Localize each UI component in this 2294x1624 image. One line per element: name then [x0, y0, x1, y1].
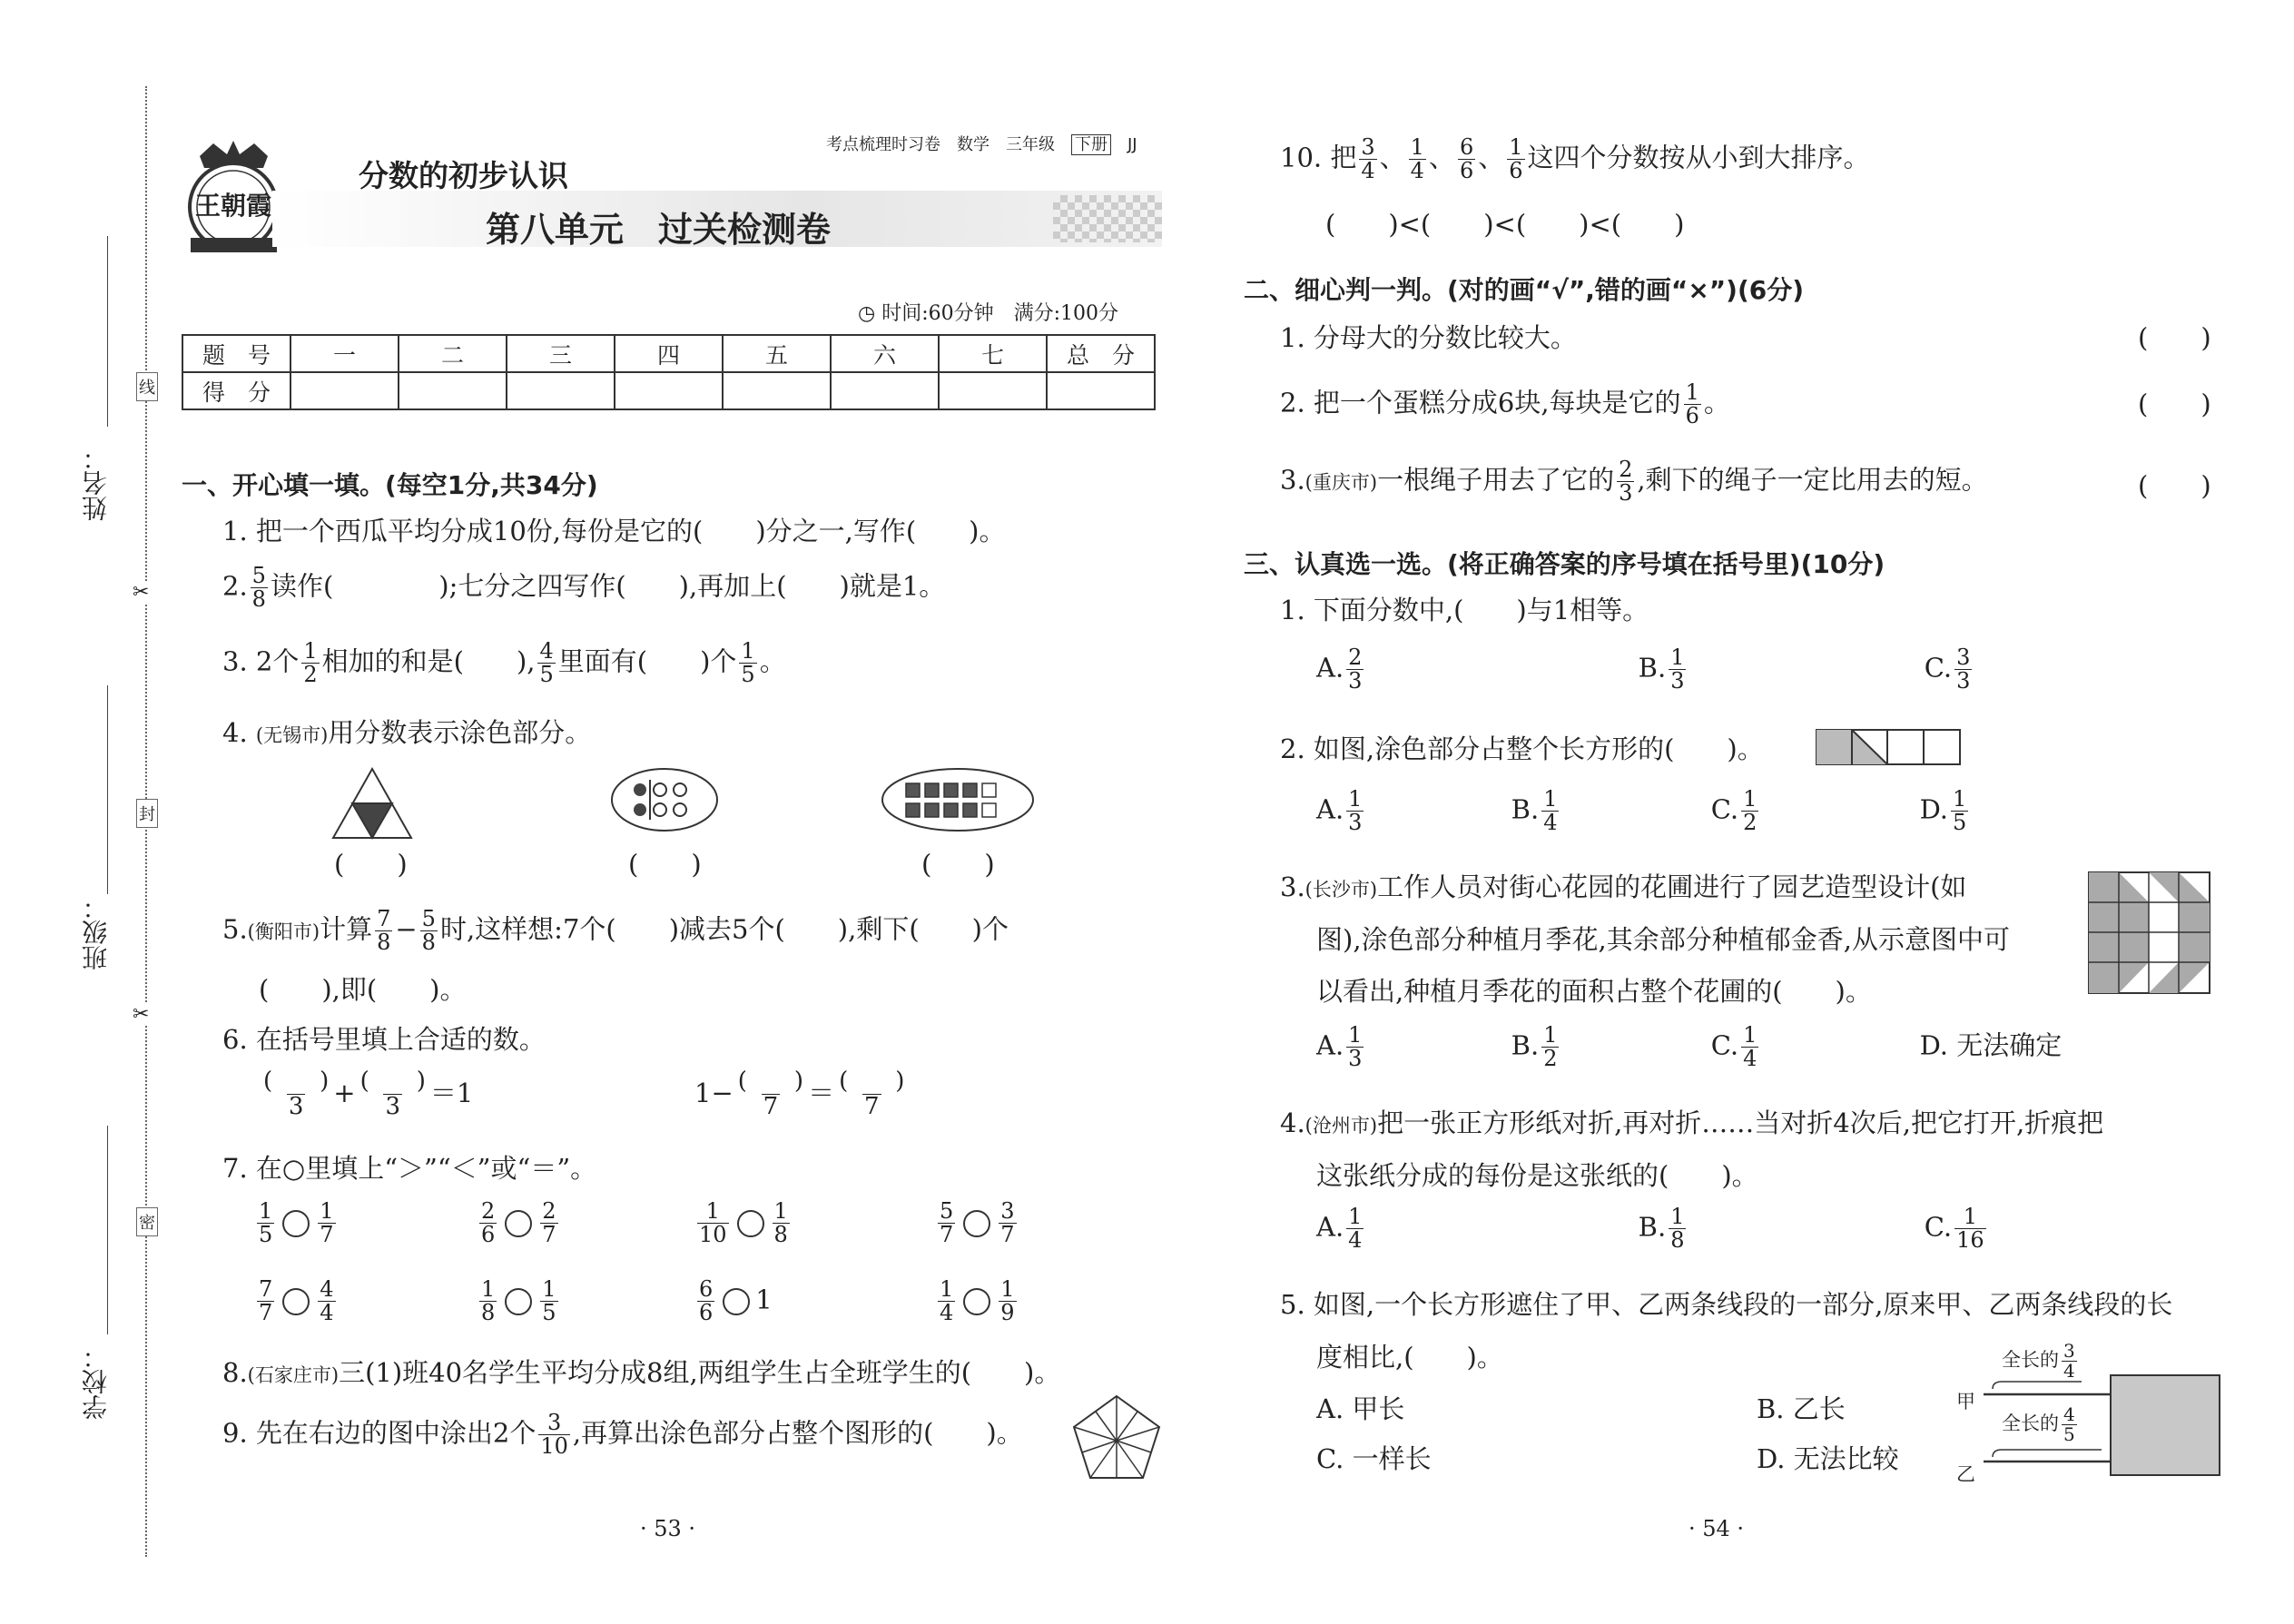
- score-cell: 总 分: [1047, 335, 1155, 372]
- scissors-icon: ✂: [133, 581, 150, 604]
- q9: 9. 先在右边的图中涂出2个 $\frac{3}{10}$ ,再算出涂色部分占整个图形的( )。: [222, 1410, 1023, 1460]
- q7-item[interactable]: $\frac{6}{6}$ 1: [699, 1276, 773, 1326]
- choice-5-option-c[interactable]: C. 一样长: [1316, 1443, 1432, 1474]
- score-input[interactable]: [615, 372, 723, 409]
- school-underline: [107, 1126, 108, 1334]
- triangle-figure: [331, 767, 413, 840]
- page-number-right: · 54 ·: [1689, 1516, 1745, 1541]
- section-3-title: 三、认真选一选。(将正确答案的序号填在括号里)(10分): [1244, 549, 1885, 579]
- scissors-icon: ✂: [133, 1003, 150, 1026]
- q5-line2: ( ),即( )。: [259, 974, 467, 1005]
- judge-3: 3.(重庆市)一根绳子用去了它的 $\frac{2}{3}$ ,剩下的绳子一定比用去的短。: [1280, 457, 1988, 507]
- judge-2-answer[interactable]: ( ): [2138, 389, 2211, 419]
- class-label: 班级：: [81, 894, 111, 970]
- section-2-title: 二、细心判一判。(对的画“√”,错的画“×”)(6分): [1244, 275, 1805, 305]
- mark-mi: 密: [136, 1207, 158, 1236]
- score-cell: 二: [399, 335, 507, 372]
- choice-2: 2. 如图,涂色部分占整个长方形的( )。: [1280, 733, 1764, 764]
- q7-item[interactable]: $\frac{5}{7}$ $\frac{3}{7}$: [940, 1198, 1015, 1248]
- class-underline: [107, 685, 108, 894]
- header-checker: [1053, 195, 1162, 242]
- time-info: ◷ 时间:60分钟 满分:100分: [858, 302, 1119, 325]
- score-input[interactable]: [399, 372, 507, 409]
- series-info: 考点梳理时习卷 数学 三年级 下册 JJ: [826, 135, 1137, 154]
- label-quanchang-2: 全长的 $\frac{4}{5}$: [2002, 1403, 2075, 1445]
- q7-item[interactable]: $\frac{7}{7}$ $\frac{4}{4}$: [259, 1276, 334, 1326]
- choice-4-line2: 这张纸分成的每份是这张纸的( )。: [1316, 1160, 1758, 1191]
- topic-title: 分数的初步认识: [359, 158, 568, 193]
- judge-1-answer[interactable]: ( ): [2138, 322, 2211, 353]
- choice-3-line3: 以看出,种植月季花的面积占整个花圃的( )。: [1316, 976, 1872, 1007]
- score-input[interactable]: [1047, 372, 1155, 409]
- score-cell: 题 号: [182, 335, 290, 372]
- brand-logo: [182, 136, 286, 254]
- q3: 3. 2个 $\frac{1}{2}$ 相加的和是( ), $\frac{4}{5}$ 里面有( )个 $\frac{1}{5}$ 。: [222, 638, 786, 688]
- choice-4-options[interactable]: A. $\frac{1}{4}$ B. $\frac{1}{8}$ C. $\frac{1}{16}$: [1316, 1204, 1984, 1254]
- choice-4-line1: 4.(沧州市)把一张正方形纸对折,再对折……当对折4次后,把它打开,折痕把: [1280, 1107, 2104, 1138]
- oval-squares-figure: [881, 767, 1035, 832]
- q7-item[interactable]: $\frac{1}{4}$ $\frac{1}{9}$: [940, 1276, 1015, 1326]
- q6-eq1[interactable]: $\frac{( )}{3}$ + $\frac{( )}{3}$ ＝1: [263, 1068, 474, 1121]
- q7-item[interactable]: $\frac{1}{5}$ $\frac{1}{7}$: [259, 1198, 334, 1248]
- clock-icon: ◷: [858, 302, 876, 325]
- page-number-left: · 53 ·: [640, 1516, 696, 1541]
- q4-answer-1[interactable]: ( ): [334, 849, 408, 880]
- q8: 8.(石家庄市)三(1)班40名学生平均分成8组,两组学生占全班学生的( )。: [222, 1357, 1061, 1388]
- choice-5-line2: 度相比,( )。: [1316, 1342, 1503, 1373]
- section-1-title: 一、开心填一填。(每空1分,共34分): [182, 470, 598, 500]
- score-input[interactable]: [939, 372, 1047, 409]
- score-cell: 三: [507, 335, 615, 372]
- q1: 1. 把一个西瓜平均分成10份,每份是它的( )分之一,写作( )。: [222, 516, 1006, 546]
- q6: 6. 在括号里填上合适的数。: [222, 1024, 546, 1055]
- name-underline: [107, 236, 108, 427]
- q7-item[interactable]: $\frac{1}{8}$ $\frac{1}{5}$: [481, 1276, 556, 1326]
- school-label: 学校：: [81, 1343, 111, 1420]
- score-cell: 五: [723, 335, 831, 372]
- score-cell: 六: [831, 335, 939, 372]
- q10: 10. 把 $\frac{3}{4}$ 、 $\frac{1}{4}$ 、 $\frac{6}{6}$ 、 $\frac{1}{6}$ 这四个分数按从小到大排序。: [1280, 134, 1870, 184]
- choice-3-line2: 图),涂色部分种植月季花,其余部分种植郁金香,从示意图中可: [1316, 924, 2010, 955]
- pentagon-figure[interactable]: [1071, 1393, 1162, 1481]
- choice-5-option-b[interactable]: B. 乙长: [1757, 1393, 1846, 1424]
- choice-5-line1: 5. 如图,一个长方形遮住了甲、乙两条线段的一部分,原来甲、乙两条线段的长: [1280, 1289, 2173, 1320]
- score-cell: 得 分: [182, 372, 290, 409]
- q4-answer-3[interactable]: ( ): [921, 849, 995, 880]
- score-input[interactable]: [723, 372, 831, 409]
- choice-1-options[interactable]: A. $\frac{2}{3}$ B. $\frac{1}{3}$ C. $\frac{3}{3}$: [1316, 645, 1971, 694]
- q7-item[interactable]: $\frac{1}{10}$ $\frac{1}{8}$: [699, 1198, 788, 1248]
- mark-feng: 封: [136, 799, 158, 828]
- page-title: 第八单元 过关检测卷: [486, 210, 832, 250]
- segment-figure: [1956, 1325, 2229, 1485]
- q6-eq2[interactable]: 1− $\frac{( )}{7}$ ＝ $\frac{( )}{7}$: [694, 1068, 905, 1121]
- score-cell: 一: [290, 335, 399, 372]
- garden-grid-figure: [2088, 871, 2210, 994]
- logo-text: 王朝霞: [194, 191, 271, 221]
- choice-5-option-a[interactable]: A. 甲长: [1316, 1393, 1405, 1424]
- mark-xian: 线: [136, 372, 158, 401]
- judge-2: 2. 把一个蛋糕分成6块,每块是它的 $\frac{1}{6}$ 。: [1280, 379, 1730, 429]
- judge-1: 1. 分母大的分数比较大。: [1280, 322, 1577, 353]
- q4: 4. (无锡市)用分数表示涂色部分。: [222, 717, 592, 748]
- score-cell: 七: [939, 335, 1047, 372]
- judge-3-answer[interactable]: ( ): [2138, 470, 2211, 501]
- score-cell: 四: [615, 335, 723, 372]
- choice-1: 1. 下面分数中,( )与1相等。: [1280, 595, 1649, 625]
- score-input[interactable]: [507, 372, 615, 409]
- name-label: 姓名：: [81, 445, 111, 521]
- score-input[interactable]: [290, 372, 399, 409]
- choice-3-line1: 3.(长沙市)工作人员对街心花园的花圃进行了园艺造型设计(如: [1280, 871, 1967, 902]
- q7-item[interactable]: $\frac{2}{6}$ $\frac{2}{7}$: [481, 1198, 556, 1248]
- q7: 7. 在○里填上“＞”“＜”或“＝”。: [222, 1153, 597, 1184]
- score-input[interactable]: [831, 372, 939, 409]
- q4-answer-2[interactable]: ( ): [628, 849, 702, 880]
- choice-2-options[interactable]: A. $\frac{1}{3}$ B. $\frac{1}{4}$ C. $\frac{1}{2}$ D. $\frac{1}{5}$: [1316, 786, 1967, 836]
- oval-circles-figure: [610, 767, 719, 832]
- q5: 5.(衡阳市)计算 $\frac{7}{8}$ − $\frac{5}{8}$ 时,这样想:7个( )减去5个( ),剩下( )个: [222, 906, 1009, 956]
- label-jia: 甲: [1956, 1391, 1975, 1412]
- rectangle-figure: [1816, 729, 1961, 765]
- label-quanchang-1: 全长的 $\frac{3}{4}$: [2002, 1340, 2075, 1382]
- q2: 2. $\frac{5}{8}$ 读作( );七分之四写作( ),再加上( )就是1。: [222, 563, 946, 613]
- q10-answer[interactable]: ( )<( )<( )<( ): [1325, 209, 1685, 240]
- label-yi: 乙: [1956, 1463, 1975, 1485]
- choice-5-option-d[interactable]: D. 无法比较: [1757, 1443, 1899, 1474]
- score-table: [182, 334, 1156, 410]
- choice-3-options[interactable]: A. $\frac{1}{3}$ B. $\frac{1}{2}$ C. $\frac{1}{4}$ D. 无法确定: [1316, 1022, 2063, 1072]
